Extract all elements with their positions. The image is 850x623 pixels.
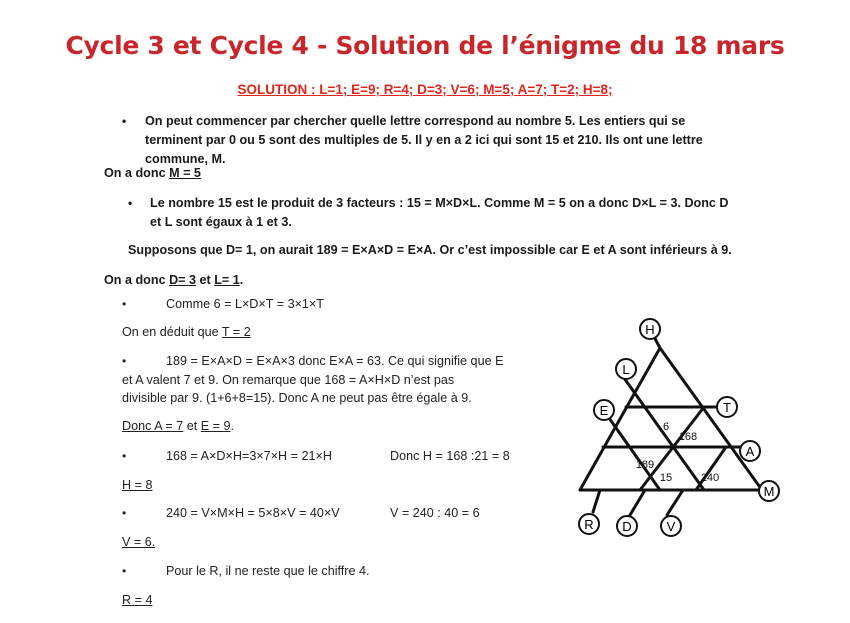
bullet: • <box>122 564 127 578</box>
bullet: • <box>122 449 127 463</box>
value-l: L= 1 <box>214 273 240 287</box>
text: et <box>183 419 201 433</box>
line-to-r <box>593 490 600 512</box>
diagram-lines <box>580 333 764 515</box>
text: . <box>230 419 235 433</box>
result-dl <box>104 271 243 290</box>
triangle-puzzle-diagram <box>560 310 800 550</box>
node-label: V <box>666 519 676 534</box>
text: et <box>196 273 215 287</box>
node-t <box>717 397 737 417</box>
bullet: • <box>122 506 127 520</box>
cell-number-15: 15 <box>659 472 673 484</box>
result-h <box>122 475 152 496</box>
node-label: A <box>745 444 755 459</box>
solution-text: SOLUTION : L=1; E=9; R=4; D=3; V=6; M=5; A=7; T=2; H=8; <box>237 82 613 97</box>
value-m: M = 5 <box>169 166 201 180</box>
value-t: T = 2 <box>221 325 251 339</box>
step-ea-line3: divisible par 9. (1+6+8=15). Donc A ne peut pas être égale à 9. <box>122 391 472 405</box>
result-ae <box>122 416 234 437</box>
step-v-text: 240 = V×M×H = 5×8×V = 40×V <box>166 506 340 520</box>
value-e: E = 9 <box>200 419 231 433</box>
node-label: E <box>599 403 609 418</box>
text-line: et L sont égaux à 1 et 3. <box>150 215 292 229</box>
text: On a donc <box>104 166 170 180</box>
node-r <box>579 514 599 534</box>
node-label: D <box>622 519 632 534</box>
node-circles <box>579 319 779 536</box>
line-from-e <box>609 418 660 490</box>
step-h-text: 168 = A×D×H=3×7×H = 21×H <box>166 449 332 463</box>
node-label: M <box>763 484 775 499</box>
step-h-side: Donc H = 168 :21 = 8 <box>390 449 510 463</box>
node-label: H <box>645 322 655 337</box>
node-m <box>759 481 779 501</box>
result-t <box>122 322 251 343</box>
step-t-text: Comme 6 = L×D×T = 3×1×T <box>166 297 324 311</box>
node-label: L <box>622 362 630 377</box>
value-a: Donc A = 7 <box>122 419 184 433</box>
cell-number-240: 240 <box>700 472 720 484</box>
value-r: R = 4 <box>122 593 153 607</box>
step-ea-line1: 189 = E×A×D = E×A×3 donc E×A = 63. Ce qui signifie que E <box>166 354 504 368</box>
node-h <box>640 319 660 339</box>
step-ea-line2: et A valent 7 et 9. On remarque que 168 = A×H×D n’est pas <box>122 373 455 387</box>
text: On en déduit que <box>122 325 222 339</box>
bullet: • <box>122 114 127 128</box>
text: . <box>239 273 244 287</box>
value-d: D= 3 <box>169 273 197 287</box>
page-title: Cycle 3 et Cycle 4 - Solution de l’énigme du 18 mars <box>65 31 785 60</box>
text-line: commune, M. <box>145 152 226 166</box>
bullet: • <box>128 196 133 210</box>
solution-line <box>0 82 850 97</box>
value-v: V = 6. <box>122 535 156 549</box>
bullet: • <box>122 297 127 311</box>
step-r-text: Pour le R, il ne reste que le chiffre 4. <box>166 564 370 578</box>
bullet: • <box>122 354 127 368</box>
paragraph-multiples <box>145 112 703 169</box>
cell-number-168: 168 <box>678 431 698 443</box>
value-h: H = 8 <box>122 478 153 492</box>
text-line: terminent par 0 ou 5 sont des multiples de 5. Il y en a 2 ici qui sont 15 et 210. Ils ont une lettre <box>145 133 703 147</box>
text: On a donc <box>104 273 170 287</box>
paragraph-product <box>150 194 729 232</box>
text-line: Le nombre 15 est le produit de 3 facteurs : 15 = M×D×L. Comme M = 5 on a donc D×L = 3. Donc D <box>150 196 729 210</box>
text-line: On peut commencer par chercher quelle lettre correspond au nombre 5. Les entiers qui se <box>145 114 686 128</box>
node-label: T <box>723 400 731 415</box>
node-l <box>616 359 636 379</box>
paragraph-suppose: Supposons que D= 1, on aurait 189 = E×A×D = E×A. Or c’est impossible car E et A sont inférieurs à 9. <box>128 243 732 257</box>
result-m <box>104 164 201 183</box>
result-v <box>122 532 155 553</box>
node-e <box>594 400 614 420</box>
line-to-d <box>630 490 645 515</box>
result-r <box>122 590 152 611</box>
cell-number-6: 6 <box>662 421 670 433</box>
cell-number-189: 189 <box>635 459 655 471</box>
step-v-side: V = 240 : 40 = 6 <box>390 506 480 520</box>
node-d <box>617 516 637 536</box>
line-to-v <box>667 490 683 515</box>
node-a <box>740 441 760 461</box>
node-label: R <box>584 517 594 532</box>
node-v <box>661 516 681 536</box>
